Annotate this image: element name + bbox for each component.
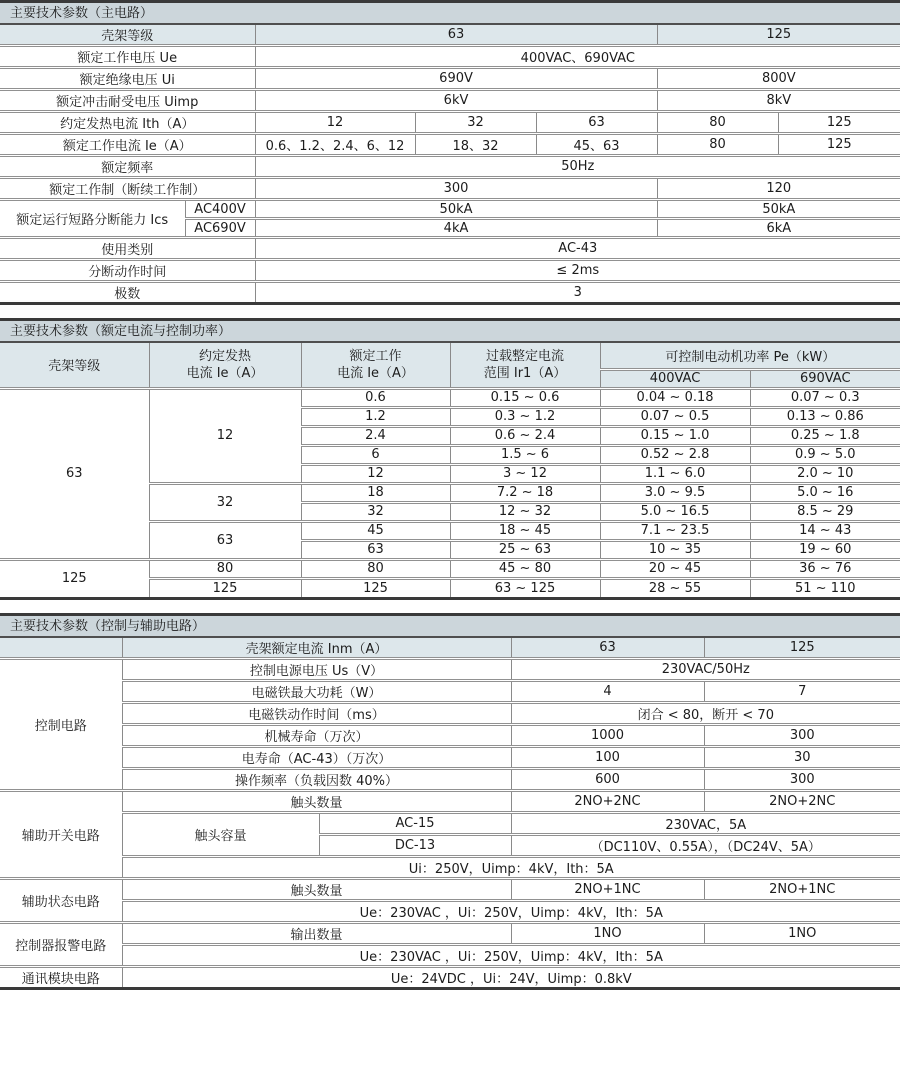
t3-aux-status-footer: Ue：230VAC ，Ui：250V，Uimp：4kV，Ith：5A xyxy=(122,901,900,923)
t1-ics-ac400-value-125: 50kA xyxy=(657,200,900,219)
t2-header-thermal-line2: 电流 Ie（A） xyxy=(186,365,264,381)
t2-p400: 1.1 ~ 6.0 xyxy=(600,464,750,483)
t3-group-aux-status-circuit: 辅助状态电路 xyxy=(0,879,122,923)
t3-aux-status-contacts-125: 2NO+1NC xyxy=(704,879,900,901)
t1-row-duty-cycle xyxy=(0,178,900,200)
t2-p400: 3.0 ~ 9.5 xyxy=(600,483,750,502)
t3-control-value-125: 30 xyxy=(704,747,900,769)
t3-header-125: 125 xyxy=(704,638,900,659)
t1-category-label: 使用类别 xyxy=(0,238,255,260)
t2-ir: 45 ~ 80 xyxy=(450,559,600,578)
t1-ics-label: 额定运行短路分断能力 Ics xyxy=(0,200,185,238)
t1-ie-c2: 18、32 xyxy=(415,134,536,156)
t2-ie: 18 xyxy=(301,483,450,502)
main-circuit-section xyxy=(0,0,900,305)
t2-header-working-current xyxy=(301,343,450,388)
t2-p400: 0.52 ~ 2.8 xyxy=(600,445,750,464)
t1-ics-sub-ac690: AC690V xyxy=(185,219,255,238)
t3-control-row xyxy=(0,703,900,725)
section-title-main-circuit: 主要技术参数（主电路） xyxy=(0,3,900,25)
t1-header-frame-125: 125 xyxy=(657,25,900,46)
t3-aux-status-contacts-label: 触头数量 xyxy=(122,879,511,901)
t2-header-overload-range xyxy=(450,343,600,388)
t1-header-row xyxy=(0,25,900,46)
t3-control-value-125: 7 xyxy=(704,681,900,703)
t3-alarm-row xyxy=(0,923,900,945)
t2-p690: 51 ~ 110 xyxy=(750,578,900,597)
t3-control-value-63: 4 xyxy=(511,681,704,703)
t3-comm-footer: Ue：24VDC ，Ui：24V，Uimp：0.8kV xyxy=(122,967,900,988)
t2-p690: 19 ~ 60 xyxy=(750,540,900,559)
t2-ir: 1.5 ~ 6 xyxy=(450,445,600,464)
t2-shell-125: 125 xyxy=(0,559,149,597)
t2-header-motor-power: 可控制电动机功率 Pe（kW） xyxy=(600,343,900,369)
t3-alarm-outputs-125: 1NO xyxy=(704,923,900,945)
t2-heat-32: 32 xyxy=(149,483,301,521)
t2-ie: 6 xyxy=(301,445,450,464)
t3-alarm-row xyxy=(0,945,900,967)
t3-control-value-63: 600 xyxy=(511,769,704,791)
t1-uimp-label: 额定冲击耐受电压 Uimp xyxy=(0,90,255,112)
t2-ie: 125 xyxy=(301,578,450,597)
t2-header-row-1 xyxy=(0,343,900,369)
t2-heat-80: 80 xyxy=(149,559,301,578)
t1-duty-label: 额定工作制（断续工作制） xyxy=(0,178,255,200)
t3-control-row xyxy=(0,769,900,791)
t2-ir: 12 ~ 32 xyxy=(450,502,600,521)
t3-group-comm-circuit: 通讯模块电路 xyxy=(0,967,122,988)
t1-ie-c4: 80 xyxy=(657,134,778,156)
t1-row-rated-voltage xyxy=(0,46,900,68)
t1-freq-value: 50Hz xyxy=(255,156,900,178)
t2-header-thermal-line1: 约定发热 xyxy=(198,348,251,364)
t2-p400: 10 ~ 35 xyxy=(600,540,750,559)
t1-ith-c5: 125 xyxy=(778,112,900,134)
t1-ics-ac690-value-63: 4kA xyxy=(255,219,657,238)
t2-shell-63: 63 xyxy=(0,388,149,559)
t2-header-working-line2: 电流 Ie（A） xyxy=(337,365,414,381)
t3-header-63: 63 xyxy=(511,638,704,659)
t3-control-param: 控制电源电压 Us（V） xyxy=(122,659,511,681)
t1-break-time-label: 分断动作时间 xyxy=(0,260,255,282)
t1-row-insulation-voltage xyxy=(0,68,900,90)
t2-p690: 0.9 ~ 5.0 xyxy=(750,445,900,464)
t3-capacity-ac15-value: 230VAC，5A xyxy=(511,813,900,835)
main-circuit-table xyxy=(0,25,900,302)
t1-ui-label: 额定绝缘电压 Ui xyxy=(0,68,255,90)
t3-control-param: 电磁铁动作时间（ms） xyxy=(122,703,511,725)
t1-header-frame-63: 63 xyxy=(255,25,657,46)
t3-control-row xyxy=(0,725,900,747)
t2-ie: 80 xyxy=(301,559,450,578)
t2-ie: 32 xyxy=(301,502,450,521)
t3-control-param: 电寿命（AC-43）（万次） xyxy=(122,747,511,769)
t3-header-frame-current: 壳架额定电流 Inm（A） xyxy=(122,638,511,659)
t2-ir: 18 ~ 45 xyxy=(450,521,600,540)
t2-header-overload-line2: 范围 Ir1（A） xyxy=(483,365,567,381)
t1-header-shell-grade: 壳架等级 xyxy=(0,25,255,46)
t2-ir: 0.15 ~ 0.6 xyxy=(450,388,600,407)
t2-ie: 0.6 xyxy=(301,388,450,407)
t3-group-control-circuit: 控制电路 xyxy=(0,659,122,791)
rated-current-section xyxy=(0,318,900,600)
t2-ir: 0.6 ~ 2.4 xyxy=(450,426,600,445)
t3-control-row xyxy=(0,747,900,769)
t3-alarm-outputs-63: 1NO xyxy=(511,923,704,945)
t3-control-value-span: 闭合 < 80，断开 < 70 xyxy=(511,703,900,725)
t1-ith-c2: 32 xyxy=(415,112,536,134)
t2-ie: 45 xyxy=(301,521,450,540)
t3-group-aux-switch-circuit: 辅助开关电路 xyxy=(0,791,122,879)
t3-alarm-footer: Ue：230VAC ，Ui：250V，Uimp：4kV，Ith：5A xyxy=(122,945,900,967)
t1-row-poles xyxy=(0,282,900,303)
t1-ics-ac400-value-63: 50kA xyxy=(255,200,657,219)
t2-p400: 7.1 ~ 23.5 xyxy=(600,521,750,540)
t3-control-param: 机械寿命（万次） xyxy=(122,725,511,747)
t3-control-value-125: 300 xyxy=(704,725,900,747)
t1-ics-ac690-value-125: 6kA xyxy=(657,219,900,238)
t2-p690: 0.25 ~ 1.8 xyxy=(750,426,900,445)
t2-header-overload-line1: 过载整定电流 xyxy=(485,348,564,364)
t2-p400: 20 ~ 45 xyxy=(600,559,750,578)
t1-row-ics-ac400 xyxy=(0,200,900,219)
t1-row-working-current xyxy=(0,134,900,156)
t2-p690: 14 ~ 43 xyxy=(750,521,900,540)
t3-alarm-outputs-label: 输出数量 xyxy=(122,923,511,945)
section-title-rated-current: 主要技术参数（额定电流与控制功率） xyxy=(0,321,900,343)
control-aux-section xyxy=(0,613,900,990)
t2-p400: 0.15 ~ 1.0 xyxy=(600,426,750,445)
t3-aux-switch-contacts-125: 2NO+2NC xyxy=(704,791,900,813)
t3-aux-switch-contacts-label: 触头数量 xyxy=(122,791,511,813)
t1-ie-c3: 45、63 xyxy=(536,134,657,156)
t2-p400: 0.04 ~ 0.18 xyxy=(600,388,750,407)
t3-aux-switch-row xyxy=(0,813,900,835)
t1-poles-label: 极数 xyxy=(0,282,255,303)
t1-ith-label: 约定发热电流 Ith（A） xyxy=(0,112,255,134)
t3-control-value-63: 1000 xyxy=(511,725,704,747)
t1-freq-label: 额定频率 xyxy=(0,156,255,178)
t1-ith-c1: 12 xyxy=(255,112,415,134)
t2-ir: 7.2 ~ 18 xyxy=(450,483,600,502)
t3-aux-status-row xyxy=(0,901,900,923)
t2-heat-125: 125 xyxy=(149,578,301,597)
t3-aux-switch-row xyxy=(0,791,900,813)
t2-header-thermal-current xyxy=(149,343,301,388)
t2-p690: 0.13 ~ 0.86 xyxy=(750,407,900,426)
t3-control-param: 操作频率（负载因数 40%） xyxy=(122,769,511,791)
t2-ir: 25 ~ 63 xyxy=(450,540,600,559)
t1-ith-c3: 63 xyxy=(536,112,657,134)
t2-heat-12: 12 xyxy=(149,388,301,483)
t2-p690: 2.0 ~ 10 xyxy=(750,464,900,483)
t3-aux-status-row xyxy=(0,879,900,901)
t2-ir: 0.3 ~ 1.2 xyxy=(450,407,600,426)
t1-ui-value-63: 690V xyxy=(255,68,657,90)
t1-row-thermal-current xyxy=(0,112,900,134)
rated-current-table xyxy=(0,343,900,597)
t1-category-value: AC-43 xyxy=(255,238,900,260)
t2-p690: 36 ~ 76 xyxy=(750,559,900,578)
t1-ie-label: 额定工作电流 Ie（A） xyxy=(0,134,255,156)
t3-aux-switch-contacts-63: 2NO+2NC xyxy=(511,791,704,813)
t3-header-row xyxy=(0,638,900,659)
t2-ie: 63 xyxy=(301,540,450,559)
t1-duty-value-125: 120 xyxy=(657,178,900,200)
t3-control-row xyxy=(0,659,900,681)
t1-ie-c5: 125 xyxy=(778,134,900,156)
t3-control-value-63: 100 xyxy=(511,747,704,769)
t3-header-blank-cell xyxy=(0,638,122,659)
t3-control-value-125: 300 xyxy=(704,769,900,791)
t2-p690: 0.07 ~ 0.3 xyxy=(750,388,900,407)
t2-p400: 5.0 ~ 16.5 xyxy=(600,502,750,521)
t2-header-working-line1: 额定工作 xyxy=(349,348,402,364)
t2-ir: 3 ~ 12 xyxy=(450,464,600,483)
t2-p400: 28 ~ 55 xyxy=(600,578,750,597)
t1-poles-value: 3 xyxy=(255,282,900,303)
t1-break-time-value: ≤ 2ms xyxy=(255,260,900,282)
t2-p690: 5.0 ~ 16 xyxy=(750,483,900,502)
t1-ith-c4: 80 xyxy=(657,112,778,134)
t1-ue-label: 额定工作电压 Ue xyxy=(0,46,255,68)
t1-row-utilization-category xyxy=(0,238,900,260)
t2-p400: 0.07 ~ 0.5 xyxy=(600,407,750,426)
t3-capacity-dc13-value: （DC110V、0.55A），（DC24V、5A） xyxy=(511,835,900,857)
t3-capacity-ac15-label: AC-15 xyxy=(319,813,511,835)
t2-header-690vac: 690VAC xyxy=(750,369,900,388)
t1-uimp-value-125: 8kV xyxy=(657,90,900,112)
t1-uimp-value-63: 6kV xyxy=(255,90,657,112)
t1-ui-value-125: 800V xyxy=(657,68,900,90)
t1-row-breaking-time xyxy=(0,260,900,282)
t2-heat-63: 63 xyxy=(149,521,301,559)
t2-ir: 63 ~ 125 xyxy=(450,578,600,597)
t3-control-param: 电磁铁最大功耗（W） xyxy=(122,681,511,703)
t1-ue-value: 400VAC、690VAC xyxy=(255,46,900,68)
t1-ie-c1: 0.6、1.2、2.4、6、12 xyxy=(255,134,415,156)
t2-header-shell-grade: 壳架等级 xyxy=(0,343,149,388)
t3-group-alarm-circuit: 控制器报警电路 xyxy=(0,923,122,967)
t1-row-impulse-voltage xyxy=(0,90,900,112)
t3-control-row xyxy=(0,681,900,703)
control-aux-table xyxy=(0,638,900,987)
t2-ie: 1.2 xyxy=(301,407,450,426)
t2-ie: 2.4 xyxy=(301,426,450,445)
t3-capacity-dc13-label: DC-13 xyxy=(319,835,511,857)
t2-data-row xyxy=(0,559,900,578)
t3-comm-row xyxy=(0,967,900,988)
t2-p690: 8.5 ~ 29 xyxy=(750,502,900,521)
t2-data-row xyxy=(0,388,900,407)
t3-aux-switch-footer: Ui：250V，Uimp：4kV，Ith：5A xyxy=(122,857,900,879)
section-title-control-aux: 主要技术参数（控制与辅助电路） xyxy=(0,616,900,638)
t2-header-400vac: 400VAC xyxy=(600,369,750,388)
t3-aux-status-contacts-63: 2NO+1NC xyxy=(511,879,704,901)
t1-row-frequency xyxy=(0,156,900,178)
t3-contact-capacity-label: 触头容量 xyxy=(122,813,319,857)
t3-control-value-span: 230VAC/50Hz xyxy=(511,659,900,681)
t1-duty-value-63: 300 xyxy=(255,178,657,200)
t1-ics-sub-ac400: AC400V xyxy=(185,200,255,219)
t2-ie: 12 xyxy=(301,464,450,483)
t3-aux-switch-row xyxy=(0,857,900,879)
